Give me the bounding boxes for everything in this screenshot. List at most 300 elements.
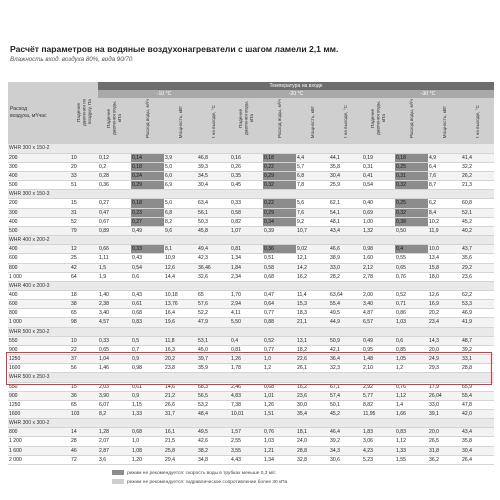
table-cell: 63,4 <box>197 199 230 208</box>
table-cell: 48,7 <box>461 336 494 345</box>
table-cell: 68,3 <box>197 382 230 391</box>
table-cell: 1,55 <box>395 455 428 464</box>
table-cell: 26,6 <box>164 400 197 409</box>
table-cell: 21,5 <box>164 437 197 446</box>
table-cell: 29,4 <box>164 455 197 464</box>
table-cell: 56,1 <box>197 208 230 217</box>
table-cell: 48,4 <box>197 410 230 419</box>
table-cell: 43,7 <box>461 245 494 254</box>
table-cell: 30,4 <box>329 171 362 180</box>
table-cell: 550 <box>8 336 70 345</box>
table-cell: 0,27 <box>98 199 131 208</box>
table-cell: 46 <box>70 446 98 455</box>
table-row <box>8 300 494 309</box>
model-group-row <box>8 190 494 199</box>
table-cell: 35,4 <box>296 410 329 419</box>
table-cell: 15,8 <box>428 263 461 272</box>
table-cell: 98 <box>70 318 98 327</box>
table-cell: 79 <box>70 226 98 235</box>
table-cell: 8,7 <box>428 181 461 190</box>
table-cell: 2,92 <box>362 382 395 391</box>
table-cell: 2,12 <box>362 263 395 272</box>
table-cell: 36,4 <box>329 355 362 364</box>
table-cell: 0,54 <box>362 181 395 190</box>
table-cell: 56 <box>70 364 98 373</box>
table-cell: 0,52 <box>395 290 428 299</box>
table-cell: 6,57 <box>362 318 395 327</box>
table-cell: 25,9 <box>329 181 362 190</box>
table-cell: 26,2 <box>461 171 494 180</box>
table-cell: 0,33 <box>230 199 263 208</box>
table-row <box>8 428 494 437</box>
table-cell: 0,83 <box>395 428 428 437</box>
sub-header-cell: Падение давления воды, кПа <box>230 98 263 144</box>
temp-header-minus10: -10 °С <box>98 90 230 98</box>
table-cell: 0,2 <box>98 162 131 171</box>
temp-group-header: Температура на входе <box>98 82 494 90</box>
table-cell: 3,9 <box>164 153 197 162</box>
table-cell: 52,2 <box>197 309 230 318</box>
table-cell: 0,31 <box>362 162 395 171</box>
table-cell: 57,6 <box>197 300 230 309</box>
table-cell: 500 <box>8 226 70 235</box>
table-cell: 41,4 <box>461 153 494 162</box>
table-cell: 900 <box>8 345 70 354</box>
table-cell: 1,15 <box>131 400 164 409</box>
table-cell: 0,86 <box>395 309 428 318</box>
table-cell: 0,68 <box>131 428 164 437</box>
table-cell: 20,2 <box>164 355 197 364</box>
table-cell: 36,2 <box>428 455 461 464</box>
table-cell: 1,33 <box>131 410 164 419</box>
model-name: WHR 300 x 150-3 <box>8 190 494 199</box>
table-cell: 1,01 <box>263 391 296 400</box>
table-cell: 900 <box>8 391 70 400</box>
table-cell: 65,9 <box>461 382 494 391</box>
page-subtitle: Влажность вход. воздуха 80%, вода 90/70 <box>10 56 133 63</box>
table-cell: 13,76 <box>164 300 197 309</box>
table-row <box>8 410 494 419</box>
table-row <box>8 336 494 345</box>
table-cell: 7,38 <box>230 400 263 409</box>
table-cell: 0,36 <box>263 245 296 254</box>
table-cell: 0,67 <box>98 217 131 226</box>
table-cell: 3,90 <box>98 391 131 400</box>
table-cell: 18,2 <box>296 345 329 354</box>
table-cell: 45,2 <box>461 217 494 226</box>
table-cell: 62,1 <box>329 199 362 208</box>
table-cell: 30,4 <box>197 181 230 190</box>
table-cell: 1,84 <box>230 263 263 272</box>
table-cell: 37 <box>70 355 98 364</box>
table-row <box>8 217 494 226</box>
page-title: Расчёт параметров на водяные воздухонагреватели с шагом ламели 2,1 мм. <box>10 44 339 54</box>
table-cell: 0,51 <box>263 254 296 263</box>
table-cell: 4,43 <box>230 455 263 464</box>
table-cell: 0,88 <box>263 318 296 327</box>
table-cell: 52 <box>70 217 98 226</box>
model-name: WHR 500 x 250-3 <box>8 373 494 382</box>
table-cell: 2,34 <box>230 272 263 281</box>
table-cell: 45,8 <box>197 226 230 235</box>
table-cell: 0,34 <box>263 217 296 226</box>
table-cell: 0,81 <box>230 345 263 354</box>
table-cell: 2,94 <box>230 300 263 309</box>
table-cell: 10,0 <box>428 245 461 254</box>
table-cell: 5,7 <box>296 162 329 171</box>
table-cell: 4,83 <box>230 391 263 400</box>
table-cell: 31,8 <box>428 446 461 455</box>
table-row <box>8 382 494 391</box>
table-cell: 8,1 <box>164 245 197 254</box>
table-cell: 2,00 <box>362 290 395 299</box>
table-cell: 800 <box>8 309 70 318</box>
table-cell: 28 <box>70 437 98 446</box>
table-cell: 10,9 <box>164 254 197 263</box>
table-cell: 0,45 <box>230 181 263 190</box>
table-cell: 0,77 <box>263 345 296 354</box>
table-cell: 24,9 <box>428 355 461 364</box>
table-cell: 8,2 <box>164 217 197 226</box>
table-cell: 39,2 <box>329 437 362 446</box>
table-cell: 0,18 <box>131 199 164 208</box>
table-cell: 600 <box>8 254 70 263</box>
table-cell: 6,07 <box>98 400 131 409</box>
table-cell: 0,4 <box>230 336 263 345</box>
table-row <box>8 309 494 318</box>
table-cell: 33,1 <box>461 355 494 364</box>
table-cell: 15,3 <box>296 300 329 309</box>
table-cell: 46,8 <box>197 153 230 162</box>
table-cell: 0,33 <box>131 245 164 254</box>
legend-item-high-resistance <box>112 479 287 485</box>
table-cell: 34,5 <box>197 171 230 180</box>
table-cell: 39,3 <box>197 162 230 171</box>
table-cell: 16,9 <box>428 300 461 309</box>
table-row <box>8 400 494 409</box>
table-cell: 1,0 <box>131 437 164 446</box>
table-cell: 1,00 <box>362 217 395 226</box>
table-cell: 65 <box>70 400 98 409</box>
table-cell: 0,19 <box>362 153 395 162</box>
table-cell: 6,8 <box>164 208 197 217</box>
table-cell: 0,50 <box>395 226 428 235</box>
table-cell: 5,50 <box>230 318 263 327</box>
table-cell: 18,3 <box>296 309 329 318</box>
table-cell: 18,1 <box>296 428 329 437</box>
table-cell: 33,0 <box>329 263 362 272</box>
table-row <box>8 199 494 208</box>
sub-header-cell: Падение давления воды, кПа <box>98 98 131 144</box>
table-cell: 34,8 <box>197 455 230 464</box>
table-cell: 0,65 <box>98 345 131 354</box>
table-cell: 600 <box>8 300 70 309</box>
table-cell: 14,4 <box>164 272 197 281</box>
table-cell: 20 <box>70 162 98 171</box>
table-cell: 1,2 <box>395 364 428 373</box>
table-cell: 0,76 <box>263 428 296 437</box>
table-cell: 0,33 <box>98 336 131 345</box>
table-cell: 50,9 <box>329 336 362 345</box>
table-cell: 28,2 <box>329 272 362 281</box>
table-cell: 0,7 <box>131 345 164 354</box>
table-cell: 0,29 <box>263 171 296 180</box>
table-cell: 0,61 <box>131 382 164 391</box>
table-cell: 4,57 <box>98 318 131 327</box>
table-cell: 0,29 <box>263 208 296 217</box>
table-cell: 0,65 <box>395 263 428 272</box>
table-cell: 0,49 <box>131 226 164 235</box>
table-cell: 800 <box>8 263 70 272</box>
table-cell: 0,82 <box>230 217 263 226</box>
table-cell: 12 <box>70 245 98 254</box>
table-cell: 24,0 <box>296 437 329 446</box>
table-cell: 1600 <box>8 364 70 373</box>
table-cell: 11,9 <box>428 226 461 235</box>
table-cell: 16,4 <box>164 309 197 318</box>
table-cell: 0,98 <box>362 245 395 254</box>
table-cell: 14,2 <box>296 263 329 272</box>
table-cell: 15 <box>70 382 98 391</box>
table-row <box>8 153 494 162</box>
table-cell: 67,1 <box>329 382 362 391</box>
table-cell: 42,6 <box>197 437 230 446</box>
table-cell: 1,60 <box>362 254 395 263</box>
table-cell: 0,43 <box>131 290 164 299</box>
table-cell: 9,2 <box>296 217 329 226</box>
table-cell: 1,34 <box>263 455 296 464</box>
table-cell: 0,69 <box>362 208 395 217</box>
sub-header-cell: Мощность, кВт <box>296 98 329 144</box>
model-group-row <box>8 236 494 245</box>
table-cell: 7,6 <box>428 171 461 180</box>
table-cell: 0,52 <box>263 336 296 345</box>
table-cell: 0,54 <box>131 263 164 272</box>
table-cell: 0,9 <box>131 391 164 400</box>
table-cell: 0,36 <box>98 181 131 190</box>
table-row <box>8 364 494 373</box>
table-cell: 0,12 <box>98 153 131 162</box>
table-cell: 55,4 <box>329 300 362 309</box>
table-cell: 1 600 <box>8 446 70 455</box>
table-cell: 0,68 <box>131 309 164 318</box>
sub-header-cell: Расход воды, м³/ч <box>395 98 428 144</box>
table-cell: 2,87 <box>98 446 131 455</box>
table-cell: 0,32 <box>263 181 296 190</box>
table-row <box>8 162 494 171</box>
table-cell: 0,66 <box>98 245 131 254</box>
table-cell: 0,31 <box>395 171 428 180</box>
table-cell: 10,7 <box>296 226 329 235</box>
model-name: WHR 500 x 250-2 <box>8 327 494 336</box>
legend-text-low-velocity: режим не рекомендуется: скорость воды в трубках меньше 0,3 м/с <box>127 470 276 476</box>
table-cell: 2,78 <box>362 272 395 281</box>
table-cell: 0,77 <box>263 309 296 318</box>
table-cell: 1,2 <box>263 364 296 373</box>
table-cell: 3,6 <box>98 455 131 464</box>
table-cell: 0,32 <box>395 208 428 217</box>
table-cell: 5,6 <box>296 199 329 208</box>
table-cell: 7,8 <box>296 181 329 190</box>
table-cell: 10 <box>70 153 98 162</box>
table-cell: 0,43 <box>131 254 164 263</box>
table-cell: 32,3 <box>329 364 362 373</box>
table-cell: 12,1 <box>296 254 329 263</box>
table-cell: 0,6 <box>131 272 164 281</box>
table-cell: 55,4 <box>461 391 494 400</box>
sub-header-cell: t на выходе, °С <box>461 98 494 144</box>
table-row <box>8 263 494 272</box>
table-cell: 23,8 <box>164 364 197 373</box>
sub-header-cell: Мощность, кВт <box>164 98 197 144</box>
table-cell: 54,1 <box>329 208 362 217</box>
table-cell: 1 200 <box>8 437 70 446</box>
table-cell: 5,0 <box>164 199 197 208</box>
table-cell: 0,4 <box>395 245 428 254</box>
table-cell: 36,46 <box>197 263 230 272</box>
table-cell: 40,2 <box>461 226 494 235</box>
table-cell: 46,4 <box>329 428 362 437</box>
table-cell: 0,85 <box>395 345 428 354</box>
table-cell: 2,03 <box>98 382 131 391</box>
table-cell: 0,76 <box>395 272 428 281</box>
table-cell: 3,40 <box>362 300 395 309</box>
table-cell: 1,21 <box>263 446 296 455</box>
table-cell: 30,0 <box>296 400 329 409</box>
table-cell: 300 <box>8 208 70 217</box>
table-cell: 51 <box>70 181 98 190</box>
table-cell: 1,03 <box>395 318 428 327</box>
table-cell: 400 <box>8 290 70 299</box>
table-cell: 45,2 <box>329 410 362 419</box>
table-cell: 12,6 <box>164 263 197 272</box>
table-cell: 0,58 <box>230 208 263 217</box>
table-cell: 0,61 <box>131 300 164 309</box>
table-cell: 0,35 <box>230 171 263 180</box>
table-cell: 1,12 <box>395 437 428 446</box>
table-cell: 14,3 <box>428 336 461 345</box>
table-cell: 6,2 <box>428 199 461 208</box>
table-cell: 36 <box>70 391 98 400</box>
table-cell: 42,0 <box>461 410 494 419</box>
table-cell: 1,28 <box>98 428 131 437</box>
table-cell: 500 <box>8 181 70 190</box>
table-cell: 2,07 <box>98 437 131 446</box>
table-row <box>8 208 494 217</box>
table-cell: 10,01 <box>230 410 263 419</box>
table-cell: 29,3 <box>428 364 461 373</box>
table-cell: 0,98 <box>131 364 164 373</box>
table-cell: 7,6 <box>296 208 329 217</box>
table-cell: 8,82 <box>362 400 395 409</box>
table-row <box>8 318 494 327</box>
table-cell: 29,2 <box>461 263 494 272</box>
table-cell: 0,41 <box>362 171 395 180</box>
table-cell: 15 <box>70 199 98 208</box>
table-cell: 2,10 <box>362 364 395 373</box>
table-cell: 0,18 <box>395 153 428 162</box>
model-name: WHR 300 x 150-2 <box>8 144 494 153</box>
table-cell: 0,64 <box>263 300 296 309</box>
table-cell: 0,28 <box>98 171 131 180</box>
table-cell: 39,7 <box>197 355 230 364</box>
table-cell: 4,11 <box>230 309 263 318</box>
table-cell: 35,6 <box>461 254 494 263</box>
sub-header-cell: Мощность, кВт <box>428 98 461 144</box>
table-cell: 16,3 <box>164 345 197 354</box>
table-cell: 0,22 <box>263 162 296 171</box>
table-row <box>8 391 494 400</box>
table-cell: 800 <box>8 428 70 437</box>
legend-text-high-resistance: режим не рекомендуется: гидравлическое сопротивление более 30 кПа <box>127 479 288 485</box>
table-cell: 62,2 <box>461 290 494 299</box>
table-cell: 1 000 <box>8 318 70 327</box>
table-cell: 6,4 <box>428 162 461 171</box>
table-cell: 0,47 <box>263 290 296 299</box>
table-row <box>8 226 494 235</box>
table-cell: 23,6 <box>461 272 494 281</box>
table-row <box>8 245 494 254</box>
table-cell: 32,2 <box>461 162 494 171</box>
table-row <box>8 272 494 281</box>
table-cell: 53,2 <box>197 400 230 409</box>
table-cell: 11,95 <box>362 410 395 419</box>
table-cell: 1,34 <box>230 254 263 263</box>
table-cell: 1,04 <box>98 355 131 364</box>
table-cell: 3,06 <box>362 437 395 446</box>
table-cell: 16,2 <box>296 382 329 391</box>
table-cell: 26,5 <box>428 437 461 446</box>
table-cell: 5,23 <box>362 455 395 464</box>
table-cell: 4,87 <box>362 309 395 318</box>
table-cell: 41,9 <box>461 318 494 327</box>
table-cell: 31,7 <box>164 410 197 419</box>
table-cell: 14 <box>70 428 98 437</box>
table-cell: 20,0 <box>428 428 461 437</box>
table-cell: 1,33 <box>395 446 428 455</box>
table-cell: 47,8 <box>461 400 494 409</box>
table-cell: 72 <box>70 455 98 464</box>
model-group-row <box>8 281 494 290</box>
table-cell: 18,0 <box>428 272 461 281</box>
table-cell: 23,6 <box>296 391 329 400</box>
table-cell: 16,2 <box>296 272 329 281</box>
table-cell: 0,38 <box>395 217 428 226</box>
table-cell: 6,8 <box>296 171 329 180</box>
table-cell: 1,20 <box>131 455 164 464</box>
table-cell: 19,6 <box>164 318 197 327</box>
model-group-row <box>8 144 494 153</box>
table-cell: 8,4 <box>428 208 461 217</box>
table-cell: 1,70 <box>230 290 263 299</box>
table-cell: 57,4 <box>329 391 362 400</box>
table-cell: 0,27 <box>131 217 164 226</box>
table-cell: 21,2 <box>164 391 197 400</box>
table-cell: 0,89 <box>98 226 131 235</box>
table-cell: 38,9 <box>329 254 362 263</box>
table-cell: 0,76 <box>395 382 428 391</box>
model-name: WHR 300 x 300-2 <box>8 419 494 428</box>
table-cell: 22 <box>70 345 98 354</box>
table-cell: 0,68 <box>263 382 296 391</box>
table-cell: 63,64 <box>329 290 362 299</box>
table-cell: 5,77 <box>362 391 395 400</box>
table-cell: 18 <box>70 290 98 299</box>
table-cell: 33 <box>70 171 98 180</box>
table-cell: 46,9 <box>461 309 494 318</box>
table-cell: 52,1 <box>461 208 494 217</box>
table-cell: 0,23 <box>131 208 164 217</box>
